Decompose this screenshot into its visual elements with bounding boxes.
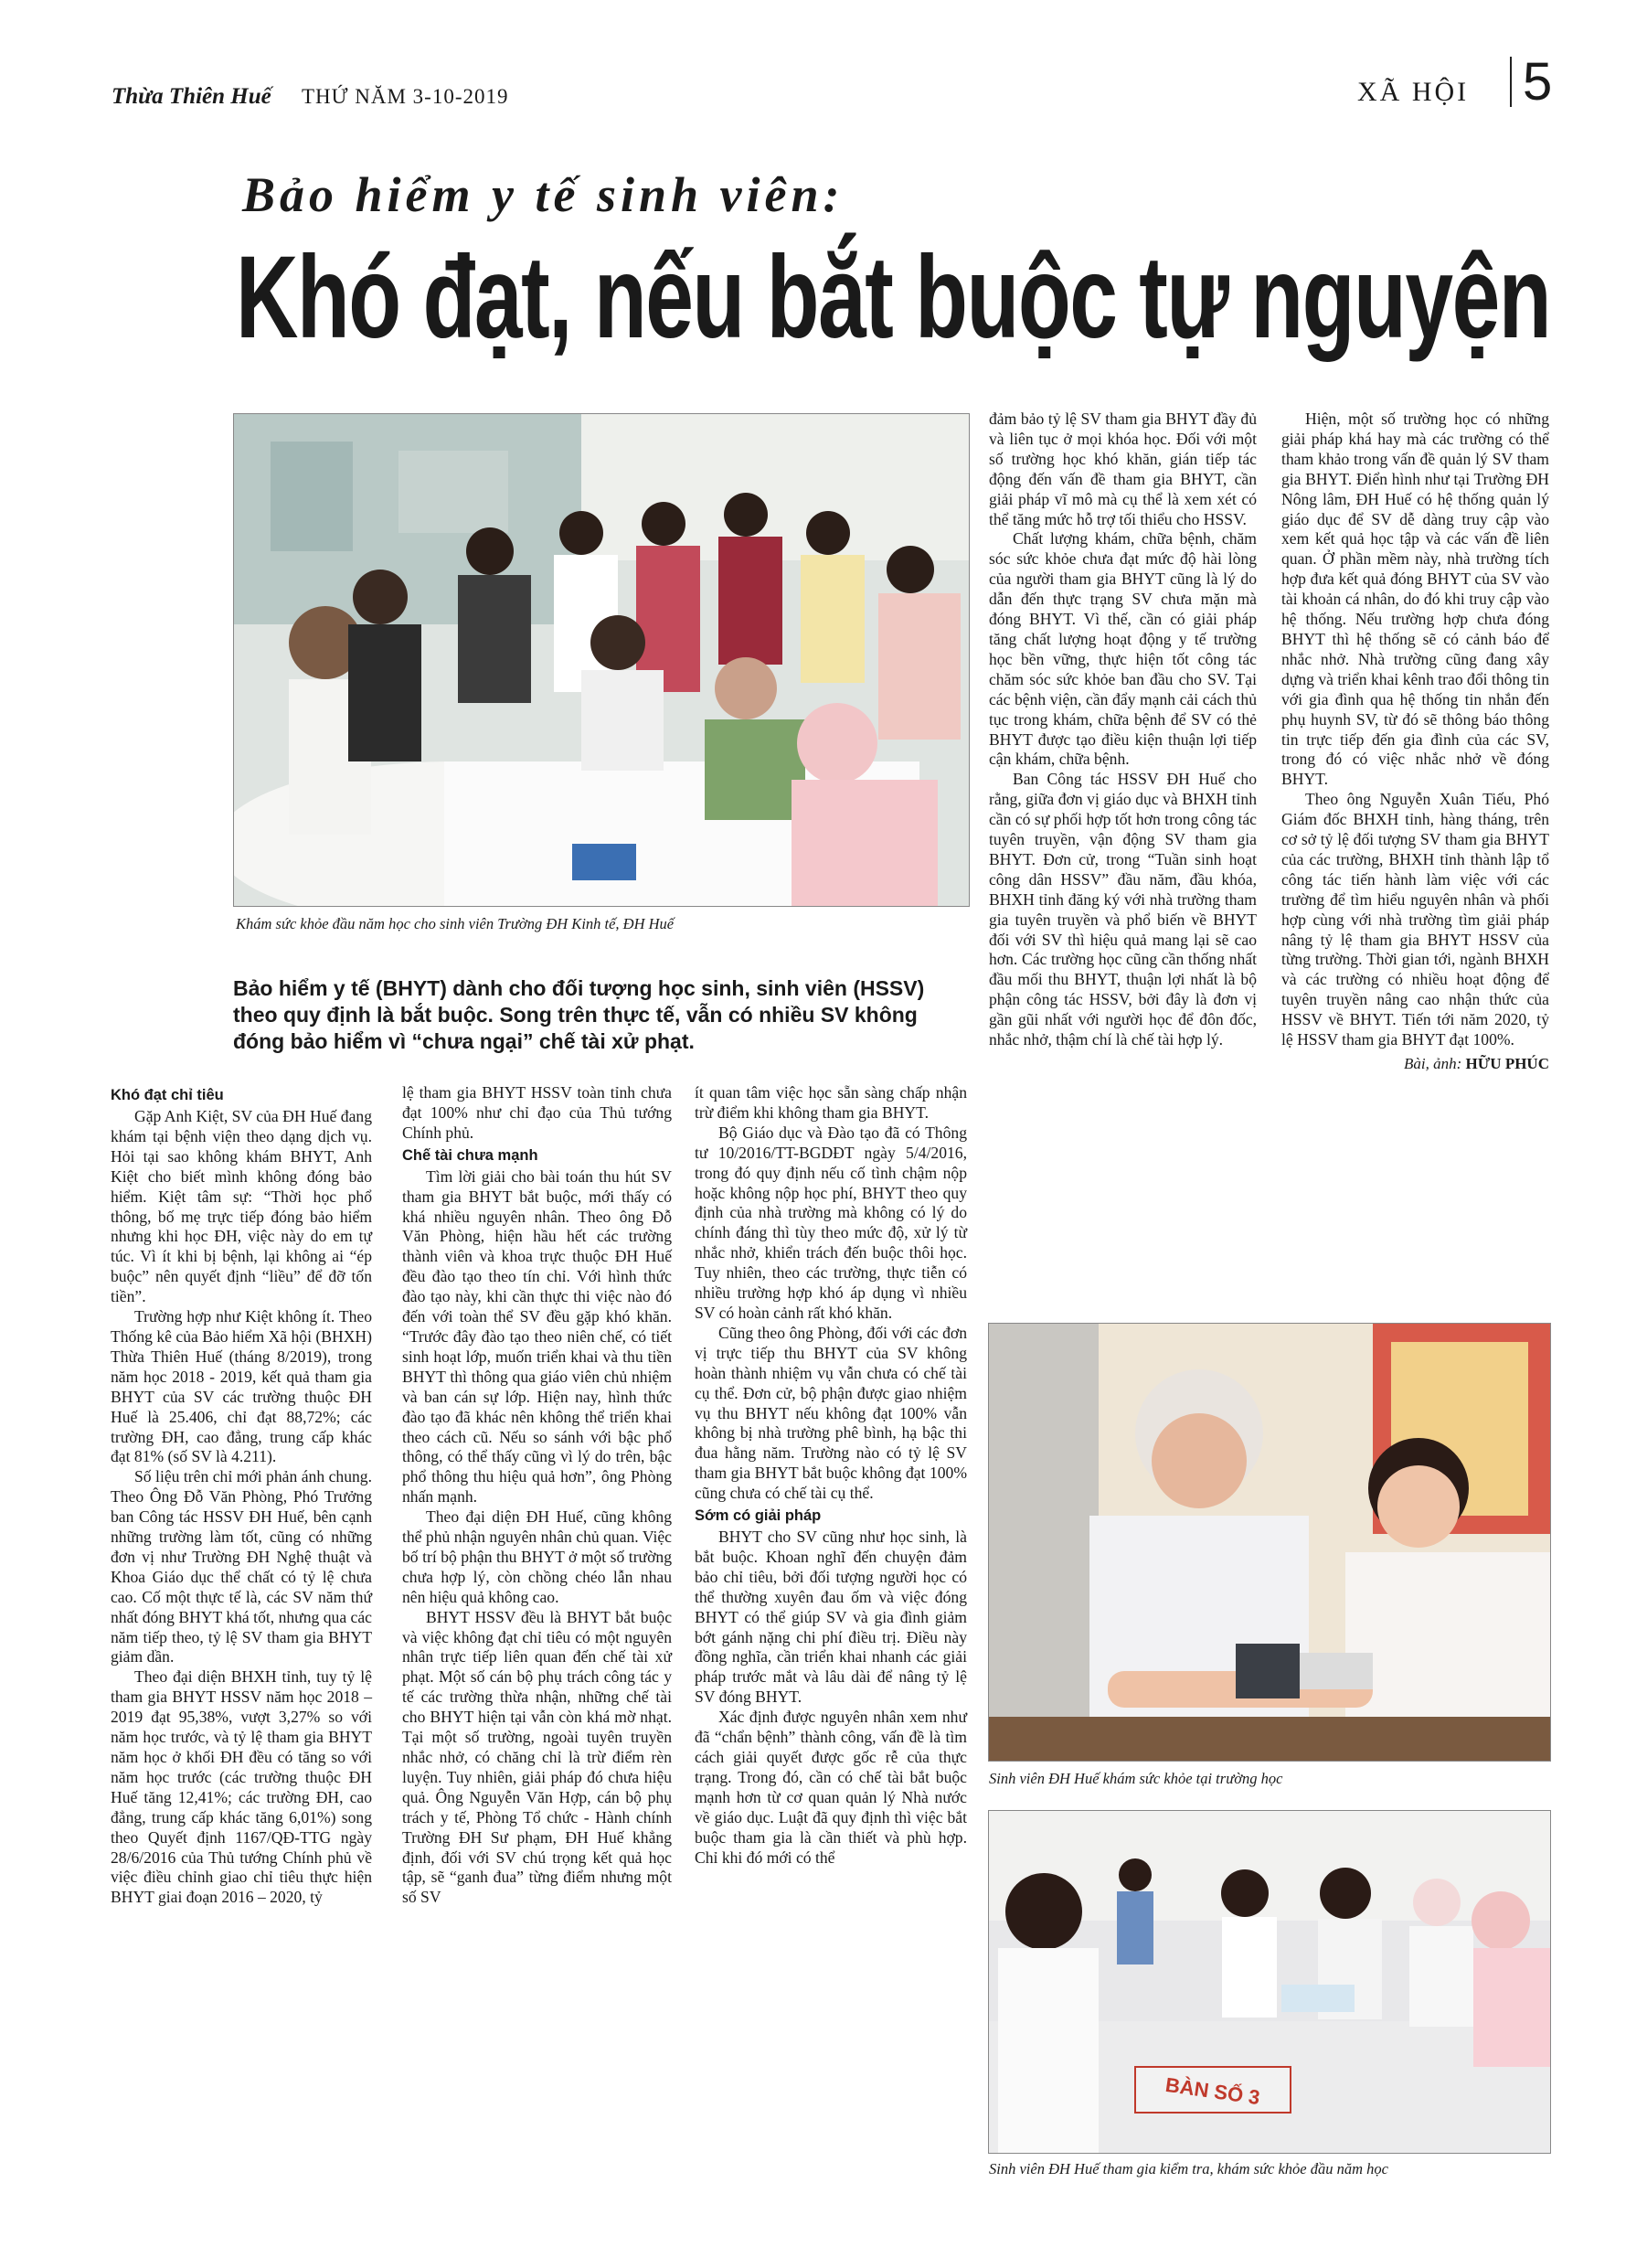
paragraph: Trường hợp như Kiệt không ít. Theo Thống kê của Bảo hiểm Xã hội (BHXH) Thừa Thiên Huế (tháng 8/2019), trong năm học 2018 - 2019, kết quả tham gia BHYT của SV các trường thuộc ĐH Huế là 25.406, chỉ đạt 88,72%; các trường ĐH, cao đẳng, trung cấp khác đạt 81% (số SV là 4.211). [111,1307,372,1466]
photo-health-check-students [233,413,970,907]
paragraph: lệ tham gia BHYT HSSV toàn tỉnh chưa đạt 100% như chỉ đạo của Thủ tướng Chính phủ. [402,1083,672,1142]
column-2 [402,1083,672,1908]
column-5 [1281,410,1549,1074]
paragraph: BHYT HSSV đều là BHYT bắt buộc và việc không đạt chỉ tiêu có một nguyên nhân trực tiếp liên quan đến chế tài xử phạt. Một số cán bộ phụ trách công tác y tế các trường thừa nhận, những chế tài cho BHYT hiện tại vẫn còn khá mờ nhạt. Tại một số trường, ngoài tuyên truyền nhắc nhở, có chăng chỉ là trừ điểm rèn luyện. Tuy nhiên, giải pháp đó chưa hiệu quả. Ông Nguyễn Văn Hợp, cán bộ phụ trách y tế, Phòng Tổ chức - Hành chính Trường ĐH Sư phạm, ĐH Huế khẳng định, đối với SV chú trọng kết quả học tập, sẽ “ganh đua” từng điểm nhưng một số SV [402,1607,672,1907]
table-sign-text: BÀN SỐ 3 [1164,2072,1261,2110]
paragraph: Gặp Anh Kiệt, SV của ĐH Huế đang khám tại bệnh viện theo dạng dịch vụ. Hỏi tại sao không khám BHYT, Anh Kiệt cho biết mình không đóng bảo hiểm. Kiệt tâm sự: “Thời học phổ thông, bố mẹ trực tiếp đóng bảo hiểm nhưng khi học ĐH, việc này do em tự túc. Vì ít khi bị bệnh, lại không ai “ép buộc” nên quyết định “liều” để đỡ tốn tiền”. [111,1107,372,1306]
photo-students-health-exam [988,1810,1551,2154]
paragraph: Theo đại diện BHXH tỉnh, tuy tỷ lệ tham gia BHYT HSSV năm học 2018 – 2019 đạt 95,38%, vượt 3,27% so với năm học trước, và tỷ lệ tham gia BHYT năm học ở khối ĐH đều có tăng so với năm học trước (các trường thuộc ĐH Huế tăng 12,41%; các trường ĐH, cao đẳng, trung cấp khác tăng 6,01%) song theo Quyết định 1167/QĐ-TTG ngày 28/6/2016 của Thủ tướng Chính phủ về việc điều chỉnh giao chỉ tiêu thực hiện BHYT giai đoạn 2016 – 2020, tỷ [111,1667,372,1907]
byline-prefix: Bài, ảnh: [1404,1055,1462,1072]
photo3-caption: Sinh viên ĐH Huế tham gia kiểm tra, khám sức khỏe đầu năm học [989,2160,1388,2177]
paragraph: Chất lượng khám, chữa bệnh, chăm sóc sức khỏe chưa đạt mức độ hài lòng của người tham gia BHYT cũng là lý do dẫn đến thực trạng SV chưa mặn mà đóng BHYT. Vì thế, cần có giải pháp tăng chất lượng hoạt động y tế trường học bền vững, thực hiện tốt công tác chăm sóc sức khỏe ban đầu cho SV. Tại các bệnh viện, cần đẩy mạnh cải cách thủ tục trong khám, chữa bệnh để SV có thẻ BHYT được tạo điều kiện thuận lợi tiếp cận khám, chữa bệnh. [989,529,1257,769]
kicker: Bảo hiểm y tế sinh viên: [242,167,845,222]
column-1 [111,1083,372,1908]
column-4 [989,410,1257,1050]
paragraph: Cũng theo ông Phòng, đối với các đơn vị trực tiếp thu BHYT của SV không hoàn thành nhiệm vụ vẫn chưa có chế tài cụ thể. Đơn cử, bộ phận được giao nhiệm vụ thu BHYT nếu không đạt 100% vẫn không bị nhà trường phê bình, hạ bậc thi đua hằng năm. Trường nào có tỷ lệ SV tham gia BHYT bắt buộc không đạt 100% cũng chưa có chế tài cụ thể. [695,1323,967,1503]
subhead-kho-dat-chi-tieu: Khó đạt chỉ tiêu [111,1087,224,1103]
paragraph: Tìm lời giải cho bài toán thu hút SV tham gia BHYT bắt buộc, mới thấy có khá nhiều nguyên nhân. Theo ông Đỗ Văn Phòng, hiện hầu hết các trường thành viên và khoa trực thuộc ĐH Huế đều đào tạo theo tín chỉ. Với hình thức đào tạo này, khi cần thực thi việc nào đó đến với toàn thể SV đều gặp khó khăn. “Trước đây đào tạo theo niên chế, có tiết sinh hoạt lớp, muốn triển khai và thu tiền BHYT thì thông qua giáo viên chủ nhiệm và ban cán sự lớp. Hiện nay, hình thức đào tạo đã khác nên không thể triển khai theo cách cũ. Nếu so sánh với bậc phổ thông, có thể thấy cũng vì lý do trên, bậc phổ thông thu hiệu quả hơn”, ông Phòng nhấn mạnh. [402,1166,672,1507]
section-label: XÃ HỘI [1357,77,1470,107]
issue-date: THỨ NĂM 3-10-2019 [302,85,509,108]
byline-author: HỮU PHÚC [1465,1055,1549,1072]
paragraph: Theo đại diện ĐH Huế, cũng không thể phủ nhận nguyên nhân chủ quan. Việc bố trí bộ phận thu BHYT ở một số trường chưa hợp lý, còn chồng chéo lẫn nhau nên hiệu quả không cao. [402,1507,672,1606]
byline [1281,1054,1549,1074]
subhead-che-tai-chua-manh: Chế tài chưa mạnh [402,1146,538,1164]
header-divider [1510,57,1512,107]
paragraph: BHYT cho SV cũng như học sinh, là bắt buộc. Khoan nghĩ đến chuyện đảm bảo chỉ tiêu, bởi đối tượng người học có thể thường xuyên đau ốm và việc đóng BHYT có thể giúp SV và gia đình giảm bớt gánh nặng chi phí điều trị. Điều này đồng nghĩa, cần triển khai nhanh các giải pháp trước mắt và lâu dài để nâng tỷ lệ SV đóng BHYT. [695,1528,967,1707]
headline: Khó đạt, nếu bắt buộc tự nguyện [236,232,1551,363]
paragraph: Số liệu trên chỉ mới phản ánh chung. Theo Ông Đỗ Văn Phòng, Phó Trưởng ban Công tác HSSV ĐH Huế, bên cạnh những trường làm tốt, cũng có những đơn vị như Trường ĐH Nghệ thuật và Khoa Giáo dục thể chất có tỷ lệ chưa cao. Cố một thực tế là, các SV năm thứ nhất đóng BHYT khá tốt, nhưng qua các năm tiếp theo, tỷ lệ SV tham gia BHYT giảm dần. [111,1467,372,1666]
paragraph: Xác định được nguyên nhân xem như đã “chẩn bệnh” thành công, vấn đề là tìm cách giải quyết được gốc rễ của thực trạng. Trong đó, cần có chế tài bắt buộc mạnh hơn từ cơ quan quản lý Nhà nước về giáo dục. Luật đã quy định thì việc bắt buộc tham gia là cần thiết và phù hợp. Chỉ khi đó mới có thể [695,1708,967,1867]
photo-doctor-blood-pressure [988,1323,1551,1762]
photo2-caption: Sinh viên ĐH Huế khám sức khỏe tại trường học [989,1770,1283,1787]
paragraph: Bộ Giáo dục và Đào tạo đã có Thông tư 10/2016/TT-BGDĐT ngày 5/4/2016, trong đó quy định nếu cố tình chậm nộp hoặc không nộp học phí, BHYT theo quy định của nhà trường mà không có lý do chính đáng thì tùy theo mức độ, xử lý từ nhắc nhở, khiển trách đến buộc thôi học. Tuy nhiên, theo các trường, thực tiễn có nhiều trường hợp khó áp dụng vì nhiều SV có hoàn cảnh rất khó khăn. [695,1123,967,1322]
paragraph: ít quan tâm việc học sẵn sàng chấp nhận trừ điểm khi không tham gia BHYT. [695,1083,967,1122]
lead-paragraph: Bảo hiểm y tế (BHYT) dành cho đối tượng học sinh, sinh viên (HSSV) theo quy định là bắt buộc. Song trên thực tế, vẫn có nhiều SV không đóng bảo hiểm vì “chưa ngại” chế tài xử phạt. [233,976,925,1053]
photo1-caption: Khám sức khỏe đầu năm học cho sinh viên Trường ĐH Kinh tế, ĐH Huế [236,915,675,932]
paragraph: Ban Công tác HSSV ĐH Huế cho rằng, giữa đơn vị giáo dục và BHXH tỉnh cần có sự phối hợp tốt hơn trong công tác tuyên truyền, vận động SV tham gia BHYT. Đơn cử, trong “Tuần sinh hoạt công dân HSSV” đầu năm, đầu khóa, BHXH tỉnh đăng ký với nhà trường tham gia tuyên truyền và phổ biến về BHYT đối với SV thì hiệu quả mang lại sẽ cao hơn. Các trường học cũng cần thống nhất đầu mối thu BHYT, thuận lợi nhất là bộ phận công tác HSSV, bởi đây là đơn vị gần gũi nhất với người học để đôn đốc, nhắc nhở, thậm chí là chế tài hợp lý. [989,770,1257,1049]
page-number: 5 [1523,52,1553,112]
paragraph: Theo ông Nguyễn Xuân Tiếu, Phó Giám đốc BHXH tỉnh, hàng tháng, trên cơ sở tỷ lệ đối tượng SV tham gia BHYT của các trường, BHXH tỉnh thành lập tổ công tác tiến hành làm việc với các trường để tìm hiểu nguyên nhân và phối hợp cùng với nhà trường tìm giải pháp nâng tỷ lệ tham gia BHYT HSSV của từng trường. Thời gian tới, ngành BHXH và các trường có nhiều hoạt động để tuyên truyền nâng cao nhận thức của HSSV về BHYT. Tiến tới năm 2020, tỷ lệ HSSV tham gia BHYT đạt 100%. [1281,790,1549,1049]
paragraph: đảm bảo tỷ lệ SV tham gia BHYT đầy đủ và liên tục ở mọi khóa học. Đối với một số trường học khó khăn, gián tiếp tác động đến vấn đề tham gia BHYT, cần giải pháp vĩ mô mà cụ thể là xem xét có thể tăng mức hỗ trợ tối thiểu cho HSSV. [989,410,1257,528]
masthead: Thừa Thiên Huế [112,84,271,109]
paragraph: Hiện, một số trường học có những giải pháp khá hay mà các trường có thể tham khảo trong vấn đề quản lý SV tham gia BHYT. Điển hình như tại Trường ĐH Nông lâm, ĐH Huế có hệ thống quản lý giáo dục để SV dễ dàng truy cập vào xem kết quả học tập và các vấn đề liên quan. Ở phần mềm này, nhà trường tích hợp đưa kết quả đóng BHYT của SV vào tài khoản cá nhân, do đó khi truy cập vào hệ thống. Nếu trường hợp chưa đóng BHYT thì hệ thống sẽ có cảnh báo để nhắc nhở. Nhà trường cũng đang xây dựng và triển khai kênh trao đổi thông tin với gia đình qua hệ thống tin nhắn đến phụ huynh SV, từ đó sẽ thông báo thông tin trực tiếp đến gia đình của các SV, trong đó có việc nhắc nhở về đóng BHYT. [1281,410,1549,789]
subhead-som-co-giai-phap: Sớm có giải pháp [695,1507,822,1525]
column-3 [695,1083,967,1868]
